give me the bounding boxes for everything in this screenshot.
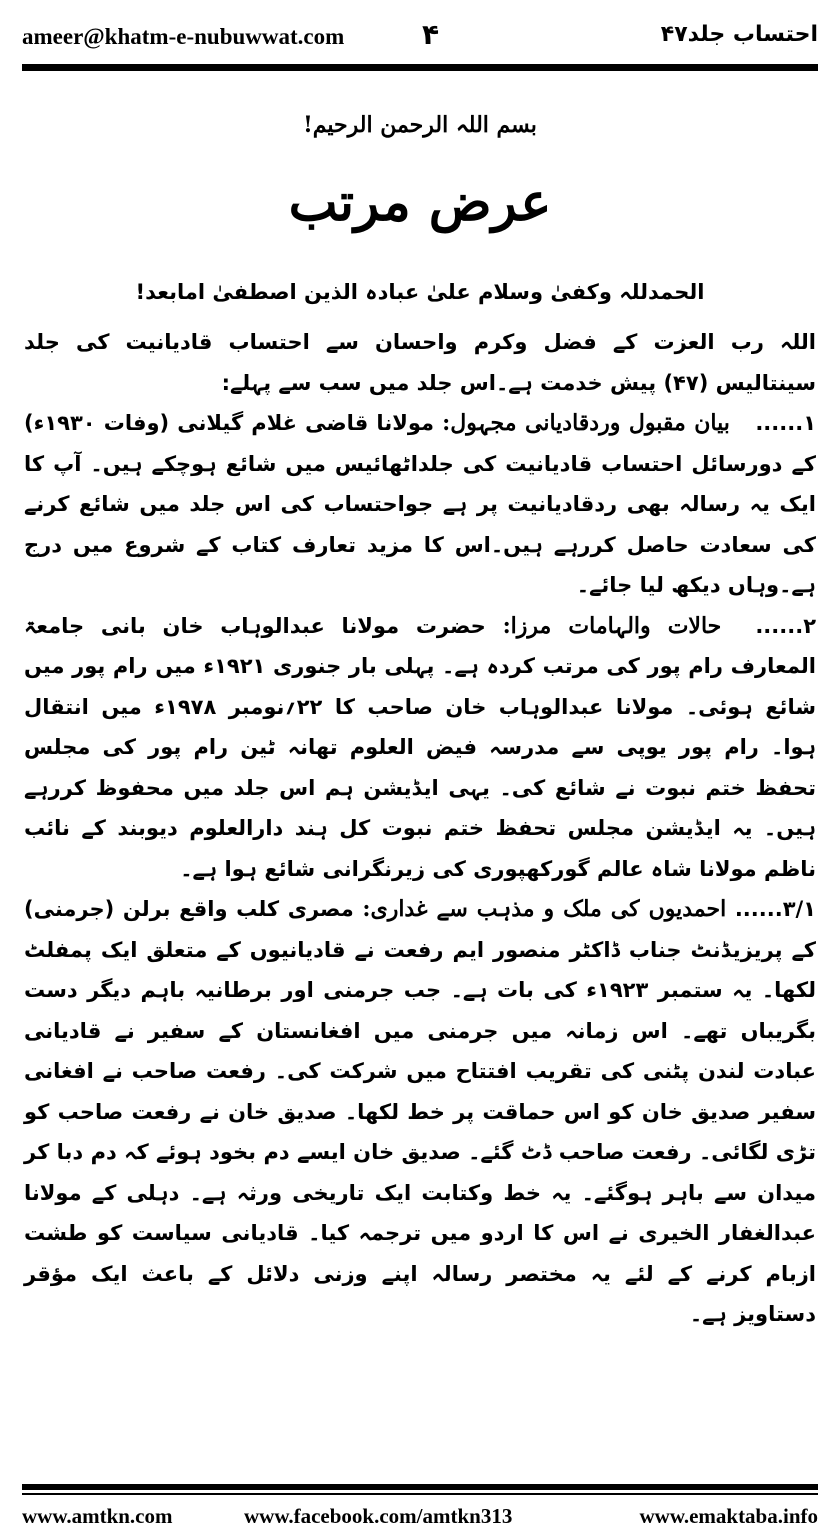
- footer-link-amtkn[interactable]: www.amtkn.com: [22, 1504, 173, 1528]
- list-item: [24, 403, 816, 606]
- footer-link-facebook[interactable]: www.facebook.com/amtkn313: [244, 1504, 513, 1528]
- list-item: [24, 889, 816, 1335]
- opening-praise: الحمدللہ وکفیٰ وسلام علیٰ عبادہ الذین اصطفیٰ امابعد!: [135, 280, 705, 304]
- page-header: [22, 18, 818, 62]
- volume-title: احتساب جلد۴۷: [660, 22, 818, 47]
- item-heading: بیان مقبول وردقادیانی مجہول:: [442, 410, 730, 436]
- page-number: ۴: [422, 18, 440, 51]
- list-item: [24, 606, 816, 890]
- item-text: مولانا قاضی غلام گیلانی (وفات ۱۹۳۰ء) کے دورسائل احتساب قادیانیت کی جلداٹھائیس میں شائع ہوچکے ہیں۔ آپ کا ایک یہ رسالہ بھی ردقادیانیت پر ہے جواحتساب کی اس جلد میں شائع کرنے کی سعادت حاصل کررہے ہیں۔اس کا مزید تعارف کتاب کے شروع میں درج ہے۔وہاں دیکھ لیا جائے۔: [24, 411, 816, 597]
- header-rule: [22, 64, 818, 71]
- header-email: ameer@khatm-e-nubuwwat.com: [22, 24, 345, 49]
- page-footer: [22, 1500, 818, 1534]
- item-heading: حالات والہامات مرزا:: [502, 612, 722, 639]
- bismillah: بسم اللہ الرحمن الرحیم!: [303, 112, 537, 138]
- footer-link-emaktaba[interactable]: www.emaktaba.info: [639, 1504, 818, 1528]
- item-number: ۳/۱......: [734, 897, 816, 921]
- intro-paragraph: اللہ رب العزت کے فضل وکرم واحسان سے احتساب قادیانیت کی جلد سینتالیس (۴۷) پیش خدمت ہے۔اس جلد میں سب سے پہلے:: [24, 330, 816, 395]
- item-number: ۱......: [755, 411, 817, 435]
- footer-rule-thick: [22, 1484, 818, 1490]
- item-text: حضرت مولانا عبدالوہاب خان بانی جامعۃ المعارف رام پور کی مرتب کردہ ہے۔ پہلی بار جنوری ۱۹۲۱ء میں رام پور میں شائع ہوئی۔ مولانا عبدالوہاب خان صاحب کا ۲۲؍نومبر ۱۹۷۸ء میں انتقال ہوا۔ رام پور یوپی سے مدرسہ فیض العلوم تھانہ ٹین رام پور کی مجلس تحفظ ختم نبوت نے شائع کی۔ یہی ایڈیشن ہم اس جلد میں محفوظ کررہے ہیں۔ یہ ایڈیشن مجلس تحفظ ختم نبوت کل ہند دارالعلوم دیوبند کے نائب ناظم مولانا شاہ عالم گورکھپوری کی زیرنگرانی شائع ہوا ہے۔: [24, 613, 816, 881]
- item-text: مصری کلب واقع برلن (جرمنی) کے پریزیڈنٹ جناب ڈاکٹر منصور ایم رفعت نے قادیانیوں کے متعلق ایک پمفلٹ لکھا۔ یہ ستمبر ۱۹۲۳ء کی بات ہے۔ جب جرمنی اور برطانیہ باہم دیگر دست بگریباں تھے۔ اس زمانہ میں جرمنی میں افغانستان کے سفیر نے قادیانی عبادت لندن پٹنی کی تقریب افتتاح میں شرکت کی۔ رفعت صاحب نے افغانی سفیر صدیق خان کو اس حماقت پر خط لکھا۔ صدیق خان نے رفعت صاحب کو تڑی لگائی۔ رفعت صاحب ڈٹ گئے۔ صدیق خان ایسے دم بخود ہوئے کہ دم دبا کر میدان سے باہر ہوگئے۔ یہ خط وکتابت ایک تاریخی ورثہ ہے۔ دہلی کے مولانا عبدالغفار الخیری نے اس کا اردو میں ترجمہ کیا۔ قادیانی سیاست کو طشت ازبام کرنے کے لئے یہ مختصر رسالہ اپنے وزنی دلائل کے باعث ایک مؤقر دستاویز ہے۔: [24, 897, 816, 1326]
- section-title: عرض مرتب: [288, 172, 552, 233]
- footer-rule-thin: [22, 1493, 818, 1495]
- item-heading: احمدیوں کی ملک و مذہب سے غداری:: [362, 896, 727, 922]
- item-number: ۲......: [755, 613, 817, 638]
- body-text: [24, 322, 816, 1335]
